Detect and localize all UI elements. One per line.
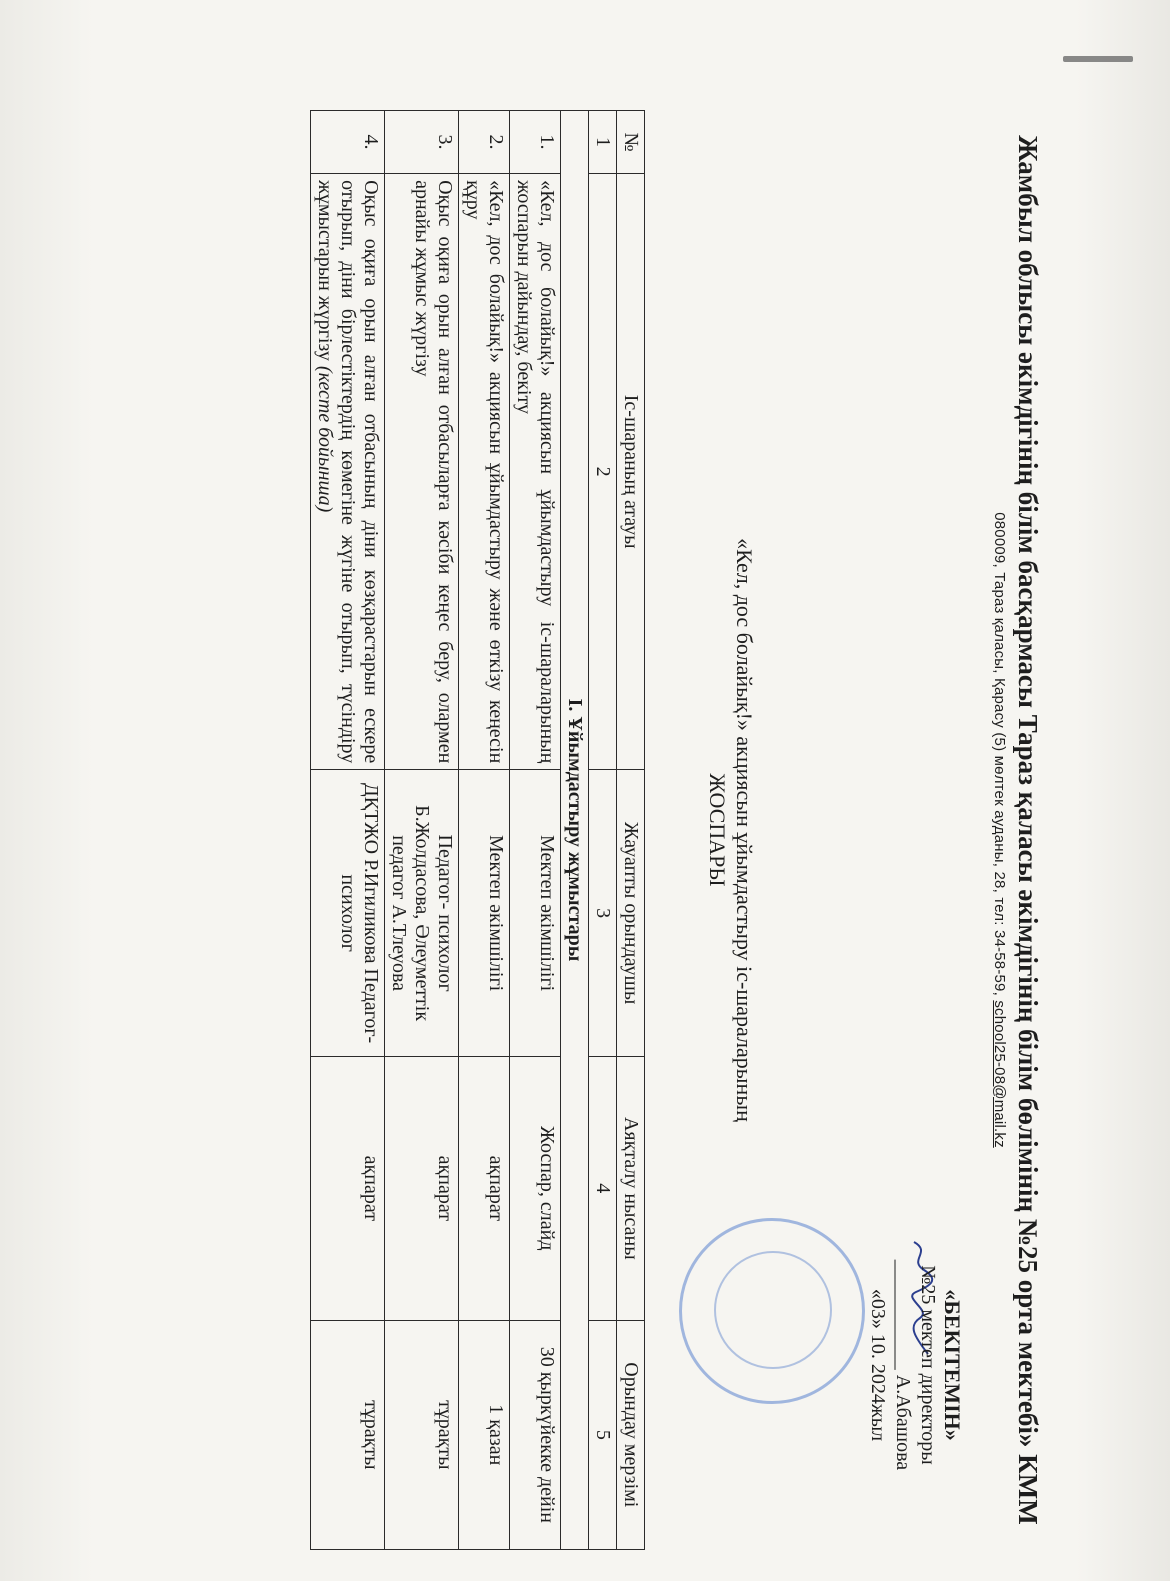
index-cell: 4 bbox=[589, 1056, 617, 1320]
row-deadline: 1 қазан bbox=[459, 1320, 510, 1549]
organization-title: Жамбыл облысы әкімдігінің білім басқармасы Тараз қаласы әкімдігінің білім бөлімінің №25 орта мектебі» КММ bbox=[1013, 135, 1043, 1525]
index-cell: 2 bbox=[589, 174, 617, 770]
plan-title-line2: ЖОСПАРЫ bbox=[705, 773, 730, 887]
index-cell: 5 bbox=[589, 1320, 617, 1549]
row-deadline: 30 қыркүйекке дейін bbox=[510, 1320, 561, 1549]
row-completion-form: ақпарат bbox=[385, 1056, 459, 1320]
row-responsible: Педагог- психолог Б.Жолдасова, Әлеуметтік педагог А.Тлеуова bbox=[385, 770, 459, 1057]
header-number: № bbox=[617, 111, 645, 174]
table-row bbox=[385, 111, 459, 1550]
row-completion-form: ақпарат bbox=[459, 1056, 510, 1320]
row-completion-form: ақпарат bbox=[311, 1056, 385, 1320]
row-event-name: Оқыс оқиға орын алған отбасыларға кәсіби кеңес беру, олармен арнайы жұмыс жүргізу bbox=[385, 174, 459, 770]
row-deadline: тұрақты bbox=[311, 1320, 385, 1549]
index-cell: 3 bbox=[589, 770, 617, 1057]
row-number: 2. bbox=[459, 111, 510, 174]
row-number: 3. bbox=[385, 111, 459, 174]
table-row bbox=[510, 111, 561, 1550]
plan-table bbox=[310, 110, 645, 1550]
row-deadline: тұрақты bbox=[385, 1320, 459, 1549]
header-deadline: Орындау мерзімі bbox=[617, 1320, 645, 1549]
row-number: 1. bbox=[510, 111, 561, 174]
section-row bbox=[561, 111, 589, 1550]
approval-position: №25 мектеп директоры bbox=[917, 1265, 939, 1465]
approval-block bbox=[865, 1200, 965, 1530]
plan-title bbox=[704, 110, 758, 1550]
header-event-name: Іс-шараның атауы bbox=[617, 174, 645, 770]
table-header-row bbox=[617, 111, 645, 1550]
row-completion-form: Жоспар, слайд bbox=[510, 1056, 561, 1320]
row-responsible: ДҚТЖО Р.Игиликова Педагог- психолог bbox=[311, 770, 385, 1057]
index-cell: 1 bbox=[589, 111, 617, 174]
approval-name: ___________ А.Абашова bbox=[892, 1259, 914, 1471]
row-event-name: «Кел, дос болайық!» акциясын ұйымдастыру және өткізу кеңесін құру bbox=[459, 174, 510, 770]
header-completion-form: Аяқталу нысаны bbox=[617, 1056, 645, 1320]
approval-date: «03» 10. 2024жыл bbox=[867, 1288, 889, 1442]
row-event-text: Оқыс оқиға орын алған отбасының діни көзқарастарын ескере отырып, діни бірлестіктердің көмегіне жүгіне отырып, түсіндіру жұмыстарын жүргізу bbox=[314, 180, 382, 764]
table-index-row bbox=[589, 111, 617, 1550]
address-text: 080009, Тараз қаласы, Қарасу (5) мөлтек ауданы, 28, тел: 34-58-59, bbox=[991, 512, 1009, 996]
table-row bbox=[311, 111, 385, 1550]
row-responsible: Мектеп әкімшілігі bbox=[459, 770, 510, 1057]
approval-heading: «БЕКІТЕМІН» bbox=[940, 1289, 965, 1441]
row-event-name bbox=[311, 174, 385, 770]
email-link[interactable]: school25-08@mail.kz bbox=[991, 1000, 1009, 1148]
header-responsible: Жауапты орындаушы bbox=[617, 770, 645, 1057]
plan-title-line1: «Кел, дос болайық!» акциясын ұйымдастыру іс-шараларының bbox=[732, 538, 757, 1122]
row-event-note: (кесте бойынша) bbox=[314, 365, 336, 513]
table-row bbox=[459, 111, 510, 1550]
document-header bbox=[991, 110, 1042, 1550]
row-number: 4. bbox=[311, 111, 385, 174]
organization-address bbox=[991, 110, 1008, 1550]
row-responsible: Мектеп әкімшілігі bbox=[510, 770, 561, 1057]
section-title: I. Ұйымдастыру жұмыстары bbox=[561, 111, 589, 1550]
row-event-name: «Кел, дос болайық!» акциясын ұйымдастыру іс-шараларының жоспарын дайындау, бекіту bbox=[510, 174, 561, 770]
